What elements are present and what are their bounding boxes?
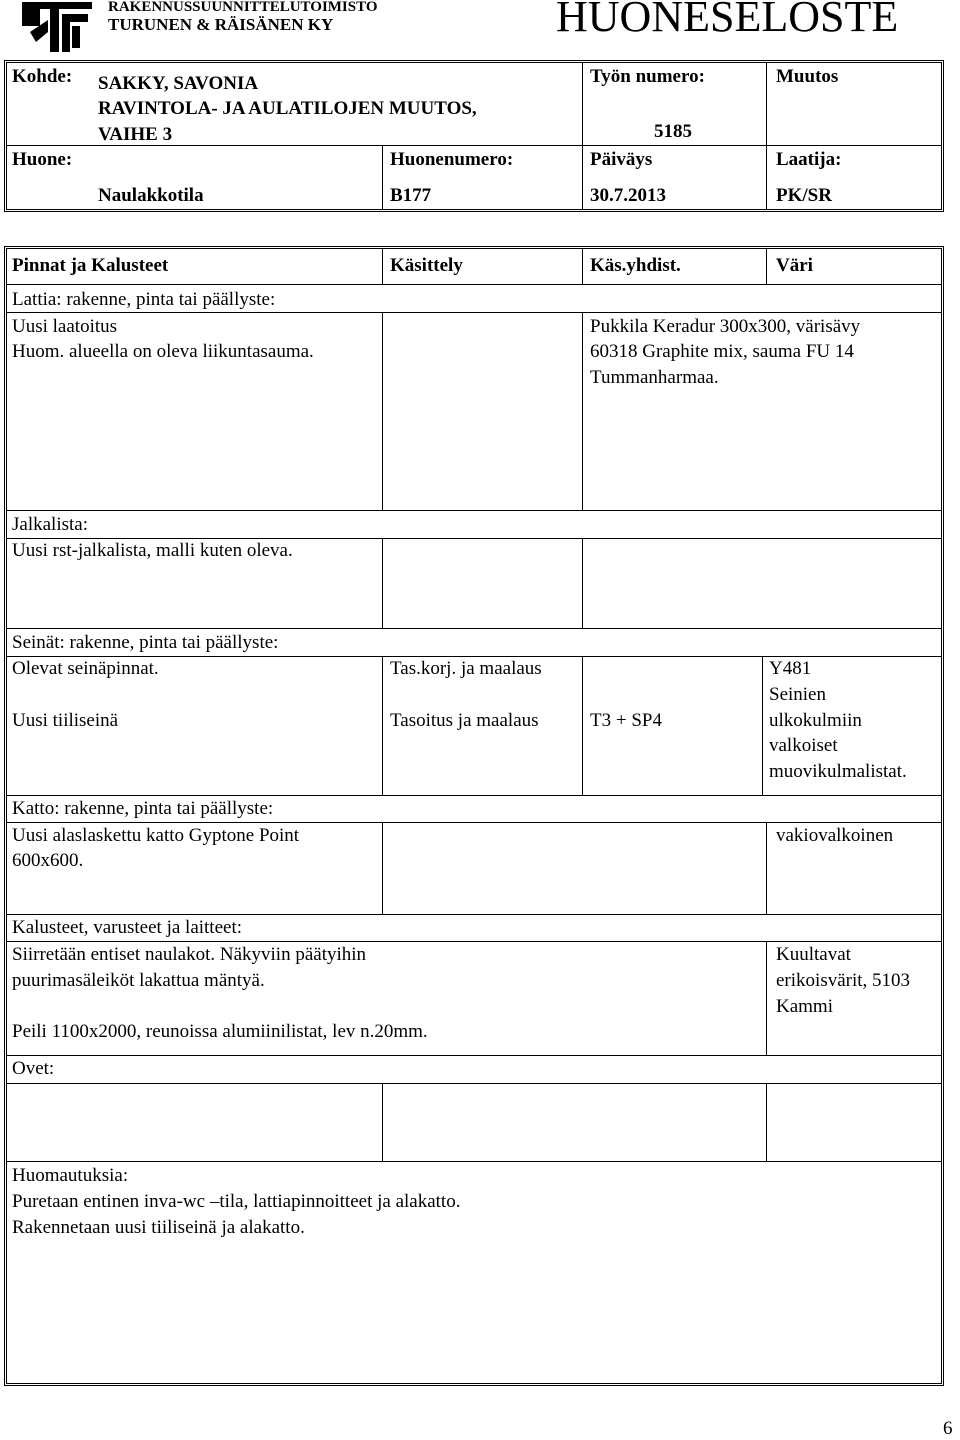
seinat-color-1: Y481 (769, 658, 812, 679)
kohde-line-2: RAVINTOLA- JA AULATILOJEN MUUTOS, (98, 98, 477, 119)
katto-heading: Katto: rakenne, pinta tai päällyste: (12, 798, 274, 819)
kalusteet-color-1: Kuultavat (776, 944, 851, 965)
col-header-kasyhdist: Käs.yhdist. (590, 255, 681, 276)
seinat-color-4: valkoiset (769, 735, 838, 756)
seinat-heading: Seinät: rakenne, pinta tai päällyste: (12, 632, 279, 653)
kalusteet-line-3: Peili 1100x2000, reunoissa alumiinilistat, lev n.20mm. (12, 1021, 428, 1042)
kohde-label: Kohde: (12, 66, 73, 87)
katto-line-1: Uusi alaslaskettu katto Gyptone Point (12, 825, 300, 846)
seinat-row2-desc: Uusi tiiliseinä (12, 710, 119, 731)
lattia-color-1: Pukkila Keradur 300x300, värisävy (590, 316, 861, 337)
kalusteet-color-3: Kammi (776, 996, 833, 1017)
jalkalista-line: Uusi rst-jalkalista, malli kuten oleva. (12, 540, 293, 561)
huone-label: Huone: (12, 149, 73, 170)
laatija-label: Laatija: (776, 149, 842, 170)
company-logo (22, 2, 92, 54)
lattia-line-1: Uusi laatoitus (12, 316, 118, 337)
katto-color: vakiovalkoinen (776, 825, 894, 846)
lattia-color-2: 60318 Graphite mix, sauma FU 14 (590, 341, 854, 362)
seinat-color-2: Seinien (769, 684, 826, 705)
seinat-color-3: ulkokulmiin (769, 710, 862, 731)
huomautuksia-heading: Huomautuksia: (12, 1165, 129, 1186)
lattia-line-2: Huom. alueella on oleva liikuntasauma. (12, 341, 314, 362)
document-title: HUONESELOSTE (556, 0, 899, 41)
paivays-label: Päiväys (590, 149, 653, 170)
seinat-row1-kasittely: Tas.korj. ja maalaus (390, 658, 542, 679)
col-header-kasittely: Käsittely (390, 255, 463, 276)
firm-name-line2: TURUNEN & RÄISÄNEN KY (108, 15, 334, 34)
jalkalista-heading: Jalkalista: (12, 514, 88, 535)
lattia-color-3: Tummanharmaa. (590, 367, 719, 388)
katto-line-2: 600x600. (12, 850, 84, 871)
kalusteet-color-2: erikoisvärit, 5103 (776, 970, 911, 991)
huonenumero-label: Huonenumero: (390, 149, 514, 170)
tyon-numero-value: 5185 (654, 121, 692, 142)
huonenumero-value: B177 (390, 185, 432, 206)
huone-value: Naulakkotila (98, 185, 204, 206)
kalusteet-line-2: puurimasäleiköt lakattua mäntyä. (12, 970, 265, 991)
firm-name-line1: RAKENNUSSUUNNITTELUTOIMISTO (108, 0, 378, 15)
seinat-row1-desc: Olevat seinäpinnat. (12, 658, 159, 679)
huomautuksia-line-1: Puretaan entinen inva-wc –tila, lattiapinnoitteet ja alakatto. (12, 1191, 461, 1212)
laatija-value: PK/SR (776, 185, 832, 206)
kalusteet-line-1: Siirretään entiset naulakot. Näkyviin päätyihin (12, 944, 367, 965)
kohde-line-3: VAIHE 3 (98, 124, 173, 145)
lattia-heading: Lattia: rakenne, pinta tai päällyste: (12, 289, 276, 310)
kohde-line-1: SAKKY, SAVONIA (98, 73, 259, 94)
kalusteet-heading: Kalusteet, varusteet ja laitteet: (12, 917, 243, 938)
seinat-color-5: muovikulmalistat. (769, 761, 907, 782)
muutos-label: Muutos (776, 66, 839, 87)
seinat-row2-yhdist: T3 + SP4 (590, 710, 662, 731)
col-header-vari: Väri (776, 255, 813, 276)
ovet-heading: Ovet: (12, 1058, 55, 1079)
seinat-row2-kasittely: Tasoitus ja maalaus (390, 710, 539, 731)
huomautuksia-line-2: Rakennetaan uusi tiiliseinä ja alakatto. (12, 1217, 305, 1238)
tyon-numero-label: Työn numero: (590, 66, 705, 87)
col-header-pinnat: Pinnat ja Kalusteet (12, 255, 169, 276)
page-number: 6 (943, 1418, 953, 1439)
paivays-value: 30.7.2013 (590, 185, 666, 206)
